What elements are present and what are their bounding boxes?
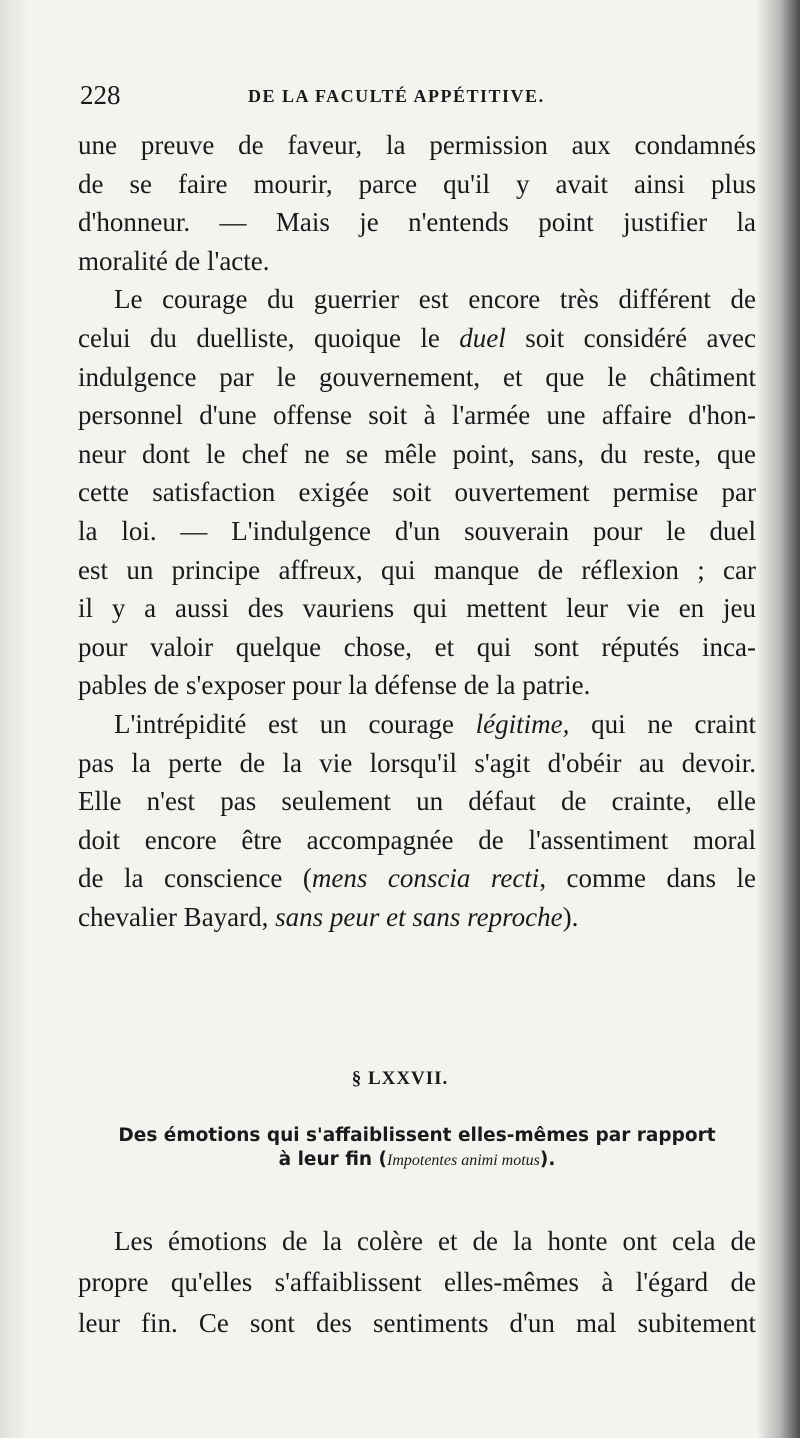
- running-title: DE LA FACULTÉ APPÉTITIVE.: [248, 86, 545, 106]
- text-run: celui du duelliste, quoique le: [78, 322, 460, 353]
- section-number: § LXXVII.: [351, 1068, 449, 1089]
- text-line: Elle n'est pas seulement un défaut de crainte, elle: [78, 786, 756, 817]
- text-run: qui ne craint: [569, 708, 757, 739]
- text-run: soit considéré avec: [505, 322, 756, 353]
- text-run: ).: [562, 901, 579, 932]
- text-line: leur fin. Ce sont des sentiments d'un mal subitement: [78, 1308, 756, 1338]
- text-line: il y a aussi des vauriens qui mettent leur vie en jeu: [78, 593, 756, 624]
- text-line: [78, 319, 756, 358]
- italic-term: légitime,: [475, 708, 570, 739]
- text-run: de la conscience (: [78, 863, 312, 894]
- text-line: [78, 859, 756, 898]
- text-line: personnel d'une offense soit à l'armée une affaire d'hon-: [78, 400, 756, 431]
- text-line: moralité de l'acte.: [78, 245, 270, 276]
- section-heading: [76, 1124, 758, 1173]
- text-line: pables de s'exposer pour la défense de la patrie.: [78, 670, 591, 701]
- text-run: chevalier Bayard,: [78, 901, 276, 932]
- text-line: d'honneur. — Mais je n'entends point justifier la: [78, 207, 756, 238]
- text-line: propre qu'elles s'affaiblissent elles-mêmes à l'égard de: [78, 1267, 756, 1297]
- running-head: [80, 80, 760, 114]
- text-line: est un principe affreux, qui manque de réflexion ; car: [78, 554, 756, 585]
- section-heading-line: Des émotions qui s'affaiblissent elles-mêmes par rapport: [118, 1125, 716, 1146]
- section-heading-line: [76, 1148, 758, 1173]
- italic-term: duel: [459, 322, 506, 353]
- italic-quote: mens conscia recti: [311, 863, 540, 894]
- text-line: neur dont le chef ne se mêle point, sans, du reste, que: [78, 438, 756, 469]
- text-line: indulgence par le gouvernement, et que le châtiment: [78, 361, 756, 392]
- italic-quote: sans peur et sans reproche: [275, 901, 563, 932]
- text-run: ).: [539, 1149, 556, 1170]
- latin-term: Impotentes animi motus: [386, 1152, 540, 1169]
- text-line: pas la perte de la vie lorsqu'il s'agit d'obéir au devoir.: [78, 747, 756, 778]
- text-line: une preuve de faveur, la permission aux condamnés: [78, 130, 756, 160]
- page-number: 228: [80, 80, 121, 110]
- text-run: , comme dans le: [539, 863, 756, 894]
- text-run: L'intrépidité est un courage: [114, 708, 476, 739]
- text-line: pour valoir quelque chose, et qui sont réputés inca-: [78, 631, 756, 662]
- text-line: de se faire mourir, parce qu'il y avait ainsi plus: [78, 168, 756, 199]
- text-line: cette satisfaction exigée soit ouvertement permise par: [78, 477, 756, 508]
- text-line: [78, 705, 756, 744]
- text-line: [78, 898, 756, 937]
- body-text: [78, 126, 756, 936]
- text-line: la loi. — L'indulgence d'un souverain pour le duel: [78, 515, 756, 546]
- text-line: doit encore être accompagnée de l'assentiment moral: [78, 824, 756, 855]
- text-run: à leur fin (: [278, 1149, 387, 1170]
- text-line: Le courage du guerrier est encore très différent de: [114, 284, 756, 315]
- text-line: Les émotions de la colère et de la honte ont cela de: [114, 1226, 756, 1256]
- body-text-section: [78, 1221, 756, 1344]
